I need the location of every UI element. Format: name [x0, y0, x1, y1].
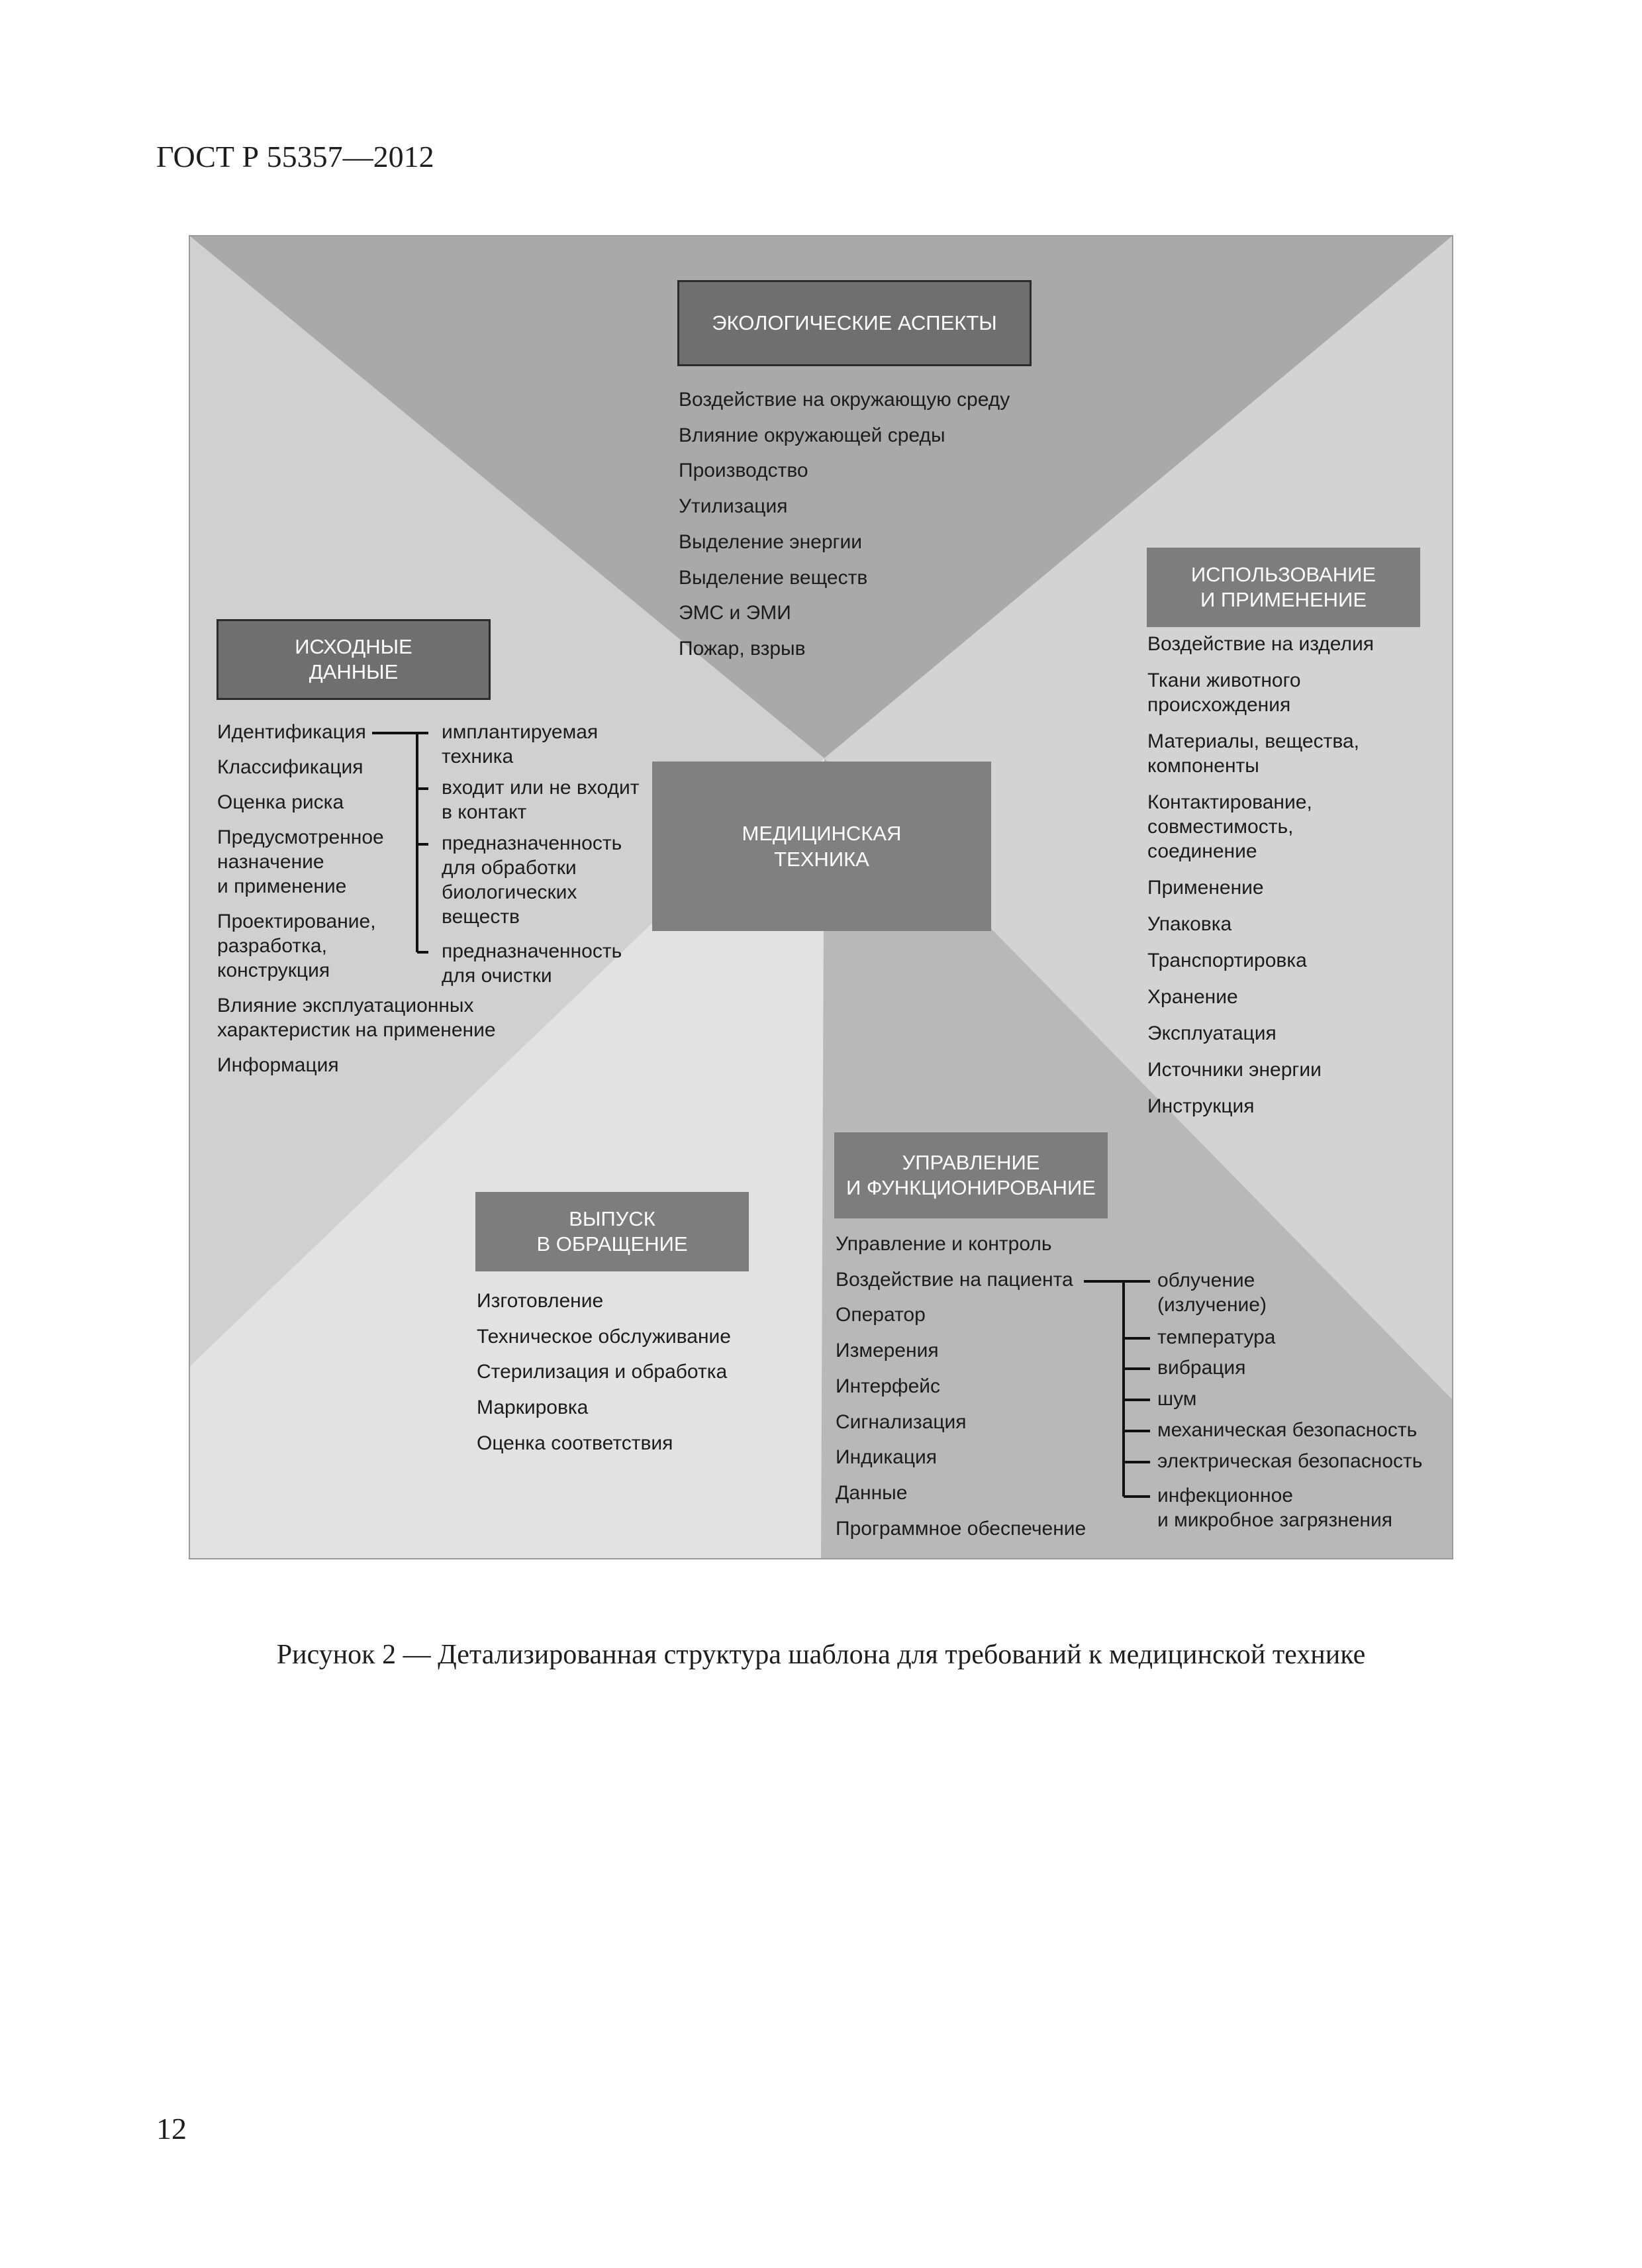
list-item: Влияние окружающей среды [679, 424, 945, 446]
list-item: Идентификация [217, 721, 366, 743]
list-item: Оператор [836, 1304, 926, 1326]
list-item: Данные [836, 1481, 908, 1504]
list-item: Сигнализация [836, 1410, 967, 1433]
sub-list-item: шум [1157, 1388, 1197, 1410]
list-item: Воздействие на изделия [1147, 633, 1374, 655]
sub-list-item: имплантируемая техника [442, 721, 599, 767]
list-item: Выделение веществ [679, 566, 868, 589]
sub-list-item: механическая безопасность [1157, 1419, 1418, 1441]
figure-caption: Рисунок 2 — Детализированная структура шаблона для требований к медицинской технике [276, 1640, 1366, 1670]
list-item: Производство [679, 460, 808, 482]
environmental-aspects-heading: ЭКОЛОГИЧЕСКИЕ АСПЕКТЫ [677, 280, 1032, 366]
control-and-operation-heading: УПРАВЛЕНИЕ И ФУНКЦИОНИРОВАНИЕ [834, 1132, 1108, 1218]
environmental-aspects-list [679, 382, 1076, 667]
list-item: Оценка соответствия [477, 1432, 673, 1454]
sub-list-item: входит или не входит в контакт [442, 777, 640, 823]
list-item: Информация [217, 1054, 339, 1076]
sub-list-item: предназначенность для очистки [442, 940, 622, 987]
list-item: Измерения [836, 1340, 939, 1362]
list-item: Утилизация [679, 495, 788, 518]
list-item: Выделение энергии [679, 530, 863, 553]
list-item: Стерилизация и обработка [477, 1361, 728, 1383]
list-item: Эксплуатация [1147, 1022, 1277, 1044]
list-item: Хранение [1147, 986, 1238, 1008]
list-item: Пожар, взрыв [679, 637, 806, 660]
document-header: ГОСТ Р 55357—2012 [156, 140, 434, 173]
market-release-list [477, 1283, 781, 1461]
list-item: Изготовление [477, 1290, 604, 1312]
list-item: Индикация [836, 1446, 938, 1469]
list-item: Управление и контроль [836, 1233, 1052, 1255]
list-item: Упаковка [1147, 913, 1232, 935]
list-item: Маркировка [477, 1397, 589, 1419]
sub-list-item: предназначенность для обработки биологических веществ [442, 832, 622, 928]
list-item: Материалы, вещества, компоненты [1147, 730, 1359, 777]
list-item: Контактирование, совместимость, соединение [1147, 791, 1312, 862]
list-item: Проектирование, разработка, конструкция [217, 911, 376, 981]
sub-list-item: инфекционное и микробное загрязнения [1157, 1485, 1392, 1531]
list-item: Ткани животного происхождения [1147, 669, 1301, 716]
page-number: 12 [156, 2112, 187, 2145]
list-item: Техническое обслуживание [477, 1325, 731, 1348]
market-release-heading: ВЫПУСК В ОБРАЩЕНИЕ [475, 1192, 749, 1271]
use-and-application-heading: ИСПОЛЬЗОВАНИЕ И ПРИМЕНЕНИЕ [1147, 548, 1420, 627]
list-item: Источники энергии [1147, 1059, 1322, 1081]
list-item: Предусмотренное назначение и применение [217, 826, 384, 897]
list-item: Влияние эксплуатационных характеристик на применение [217, 995, 496, 1041]
sub-list-item: вибрация [1157, 1357, 1246, 1379]
list-item: ЭМС и ЭМИ [679, 602, 791, 624]
sub-list-item: электрическая безопасность [1157, 1450, 1423, 1472]
list-item: Инструкция [1147, 1095, 1255, 1117]
list-item: Классификация [217, 756, 363, 778]
list-item: Программное обеспечение [836, 1517, 1087, 1540]
initial-data-heading: ИСХОДНЫЕ ДАННЫЕ [217, 619, 491, 700]
list-item: Применение [1147, 877, 1264, 899]
sub-list-item: температура [1157, 1326, 1276, 1348]
sub-list-item: облучение (излучение) [1157, 1269, 1267, 1316]
use-and-application-list [1147, 632, 1439, 1130]
structure-diagram [189, 235, 1453, 1559]
center-medical-technology: МЕДИЦИНСКАЯ ТЕХНИКА [652, 762, 991, 931]
control-and-operation-list [836, 1226, 1114, 1546]
list-item: Воздействие на пациента [836, 1268, 1073, 1291]
list-item: Оценка риска [217, 791, 344, 813]
list-item: Транспортировка [1147, 950, 1307, 971]
list-item: Воздействие на окружающую среду [679, 389, 1010, 411]
list-item: Интерфейс [836, 1375, 941, 1397]
